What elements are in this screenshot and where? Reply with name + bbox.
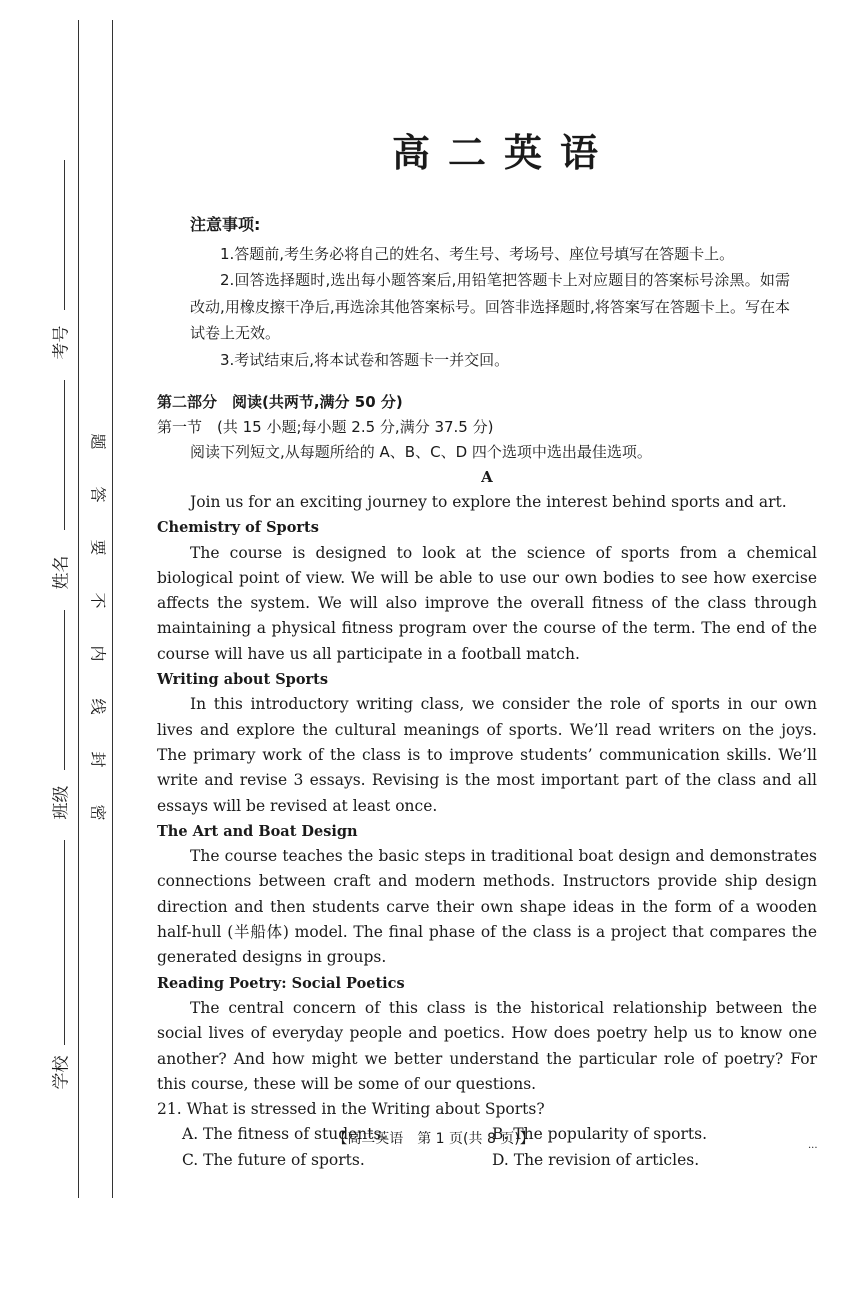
notice-item: 1.答题前,考生务必将自己的姓名、考生号、考场号、座位号填写在答题卡上。 <box>220 244 735 263</box>
seal-char: 答 <box>88 486 108 503</box>
option-a: A. The fitness of students. <box>182 1125 387 1144</box>
page-footer: 【高二英语 第 1 页(共 8 页)】 <box>333 1131 534 1147</box>
exam-no-label: 考号 <box>51 325 72 360</box>
binding-line-outer <box>78 20 79 1198</box>
name-label: 姓名 <box>51 555 72 590</box>
course-title: Reading Poetry: Social Poetics <box>157 974 405 992</box>
seal-char: 封 <box>88 751 108 768</box>
option-c: C. The future of sports. <box>182 1150 365 1169</box>
seal-char: 不 <box>88 592 108 609</box>
seal-char: 题 <box>88 433 108 450</box>
course-title: Writing about Sports <box>157 671 328 689</box>
notice-item: 2.回答选择题时,选出每小题答案后,用铅笔把答题卡上对应题目的答案标号涂黑。如需改动,用橡皮擦干净后,再选涂其他答案标号。回答非选择题时,将答案写在答题卡上。写在本试卷上无效。 <box>190 271 790 342</box>
subsection-heading: 第一节 (共 15 小题;每小题 2.5 分,满分 37.5 分) <box>157 418 494 436</box>
notice-item: 3.考试结束后,将本试卷和答题卡一并交回。 <box>220 350 510 369</box>
course-text: The course is designed to look at the science of sports from a chemical biological point of view. We will be able to use our own bodies to see how exercise affects the system. We will also improve the overall fitness of the class through maintaining a physical fitness program over the course of the term. The end of the course will have us all participate in a football match. <box>157 543 817 663</box>
option-d: D. The revision of articles. <box>492 1150 700 1169</box>
seal-char: 要 <box>88 539 108 556</box>
seal-char: 线 <box>88 698 108 715</box>
course-text: The central concern of this class is the historical relationship between the social lives of everyday people and poetics. How does poetry help us to know one another? And how might we better understand the particular role of poetry? For this course, these will be some of our questions. <box>157 998 817 1093</box>
school-label: 学校 <box>51 1055 72 1090</box>
option-b: B. The popularity of sports. <box>492 1125 708 1144</box>
corner-mark: ... <box>808 1140 818 1151</box>
binding-line-inner <box>112 20 113 1198</box>
page-title: 高二英语 <box>392 131 617 175</box>
passage-intro: Join us for an exciting journey to explore the interest behind sports and art. <box>190 493 787 511</box>
course-title: The Art and Boat Design <box>157 822 358 840</box>
class-line <box>64 610 65 770</box>
class-label: 班级 <box>51 785 72 820</box>
question-stem: 21. What is stressed in the Writing about Sports? <box>157 1100 545 1119</box>
course-text: The course teaches the basic steps in traditional boat design and demonstrates connections between craft and modern methods. Instructors provide ship design direction and then students carve their own shape ideas in the form of a wooden half-hull (半船体) model. The final phase of the class is a project that compares the generated designs in groups. <box>157 847 817 967</box>
instruction: 阅读下列短文,从每题所给的 A、B、C、D 四个选项中选出最佳选项。 <box>190 443 652 461</box>
passage <box>157 490 817 1173</box>
seal-char: 内 <box>88 645 108 662</box>
passage-label: A <box>481 468 493 486</box>
course-text: In this introductory writing class, we consider the role of sports in our own lives and explore the cultural meanings of sports. We’ll read writers on the joys. The primary work of the class is to improve students’ communication skills. We’ll write and revise 3 essays. Revising is the most important part of the class and all essays will be revised at least once. <box>157 695 817 815</box>
exam-no-line <box>64 160 65 310</box>
notice-heading: 注意事项: <box>190 215 261 234</box>
course-title: Chemistry of Sports <box>157 519 319 537</box>
part-heading: 第二部分 阅读(共两节,满分 50 分) <box>157 393 403 411</box>
seal-char: 密 <box>88 804 108 821</box>
name-line <box>64 380 65 530</box>
school-line <box>64 840 65 1045</box>
section-header <box>157 390 817 490</box>
notice-block <box>190 212 790 373</box>
